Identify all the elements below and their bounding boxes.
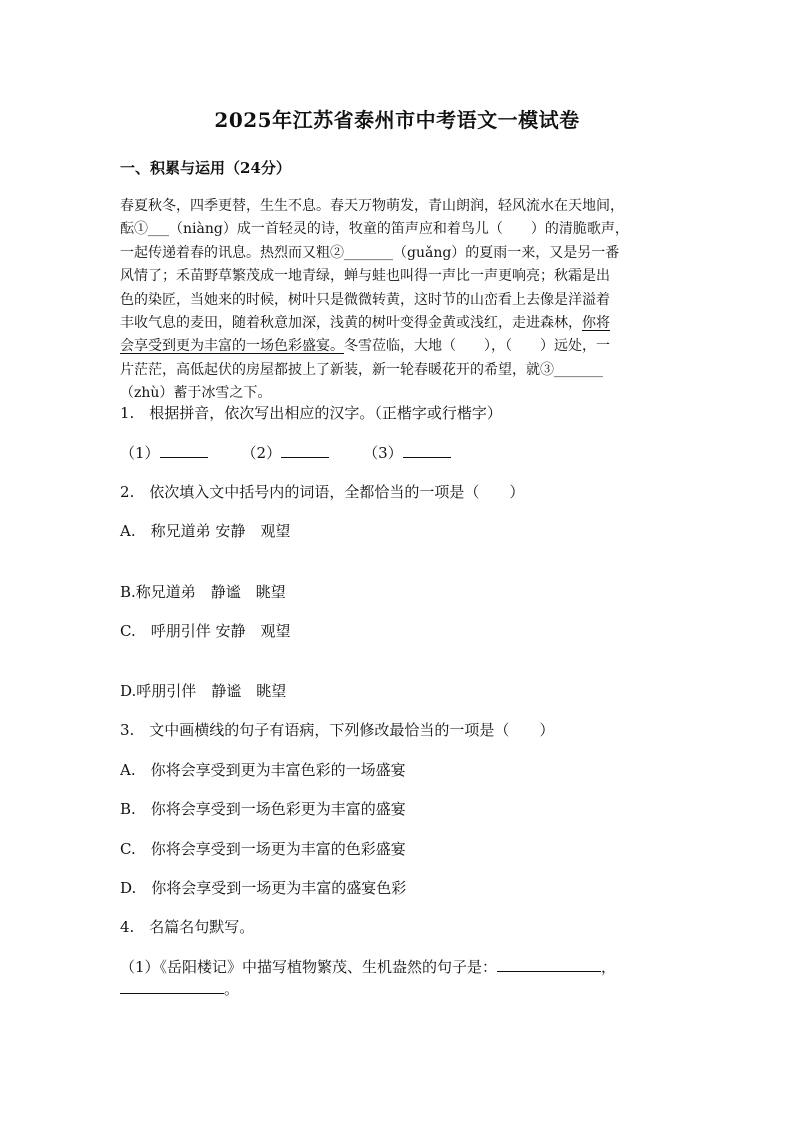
option-d[interactable]: D.呼朋引伴 静谧 眺望 (120, 682, 287, 700)
item-text: （1）《岳阳楼记》中描写植物繁茂、生机盎然的句子是： (120, 958, 498, 976)
question-1-stem: 1. 根据拼音，依次写出相应的汉字。（正楷字或行楷字） (120, 404, 502, 422)
answer-blank[interactable] (160, 443, 208, 458)
blank-label: （3） (363, 444, 403, 462)
answer-blank[interactable] (120, 979, 224, 994)
option-b[interactable]: B. 你将会享受到一场色彩更为丰富的盛宴 (120, 800, 406, 818)
passage-line (120, 312, 676, 335)
option-c[interactable]: C. 你将会享受到一场更为丰富的色彩盛宴 (120, 840, 406, 858)
passage-line (120, 335, 676, 358)
question-4-item-1 (120, 956, 616, 977)
option-a[interactable]: A. 称兄道弟 安静 观望 (120, 522, 291, 540)
answer-blank[interactable] (281, 443, 329, 458)
passage-line: 色的染匠，当她来的时候，树叶只是微微转黄，这时节的山峦看上去像是洋溢着 (120, 291, 610, 308)
passage-text: 丰收气息的麦田，随着秋意加深，浅黄的树叶变得金黄或浅红，走进森林， (120, 314, 582, 331)
question-4-stem: 4. 名篇名句默写。 (120, 918, 255, 936)
question-3-stem: 3. 文中画横线的句子有语病，下列修改最恰当的一项是（ ） (120, 721, 555, 739)
passage-text: 冬雪莅临，大地（ ），（ ）远处，一 (344, 338, 610, 355)
question-4-item-1-cont (120, 978, 239, 999)
question-2-stem: 2. 依次填入文中括号内的词语，全都恰当的一项是（ ） (120, 483, 525, 501)
passage-line: 风情了；禾苗野草繁茂成一地青绿，蝉与蛙也叫得一声比一声更响亮；秋霜是出 (120, 268, 610, 285)
passage-line: 一起传递着春的讯息。热烈而又粗②_______（guǎng）的夏雨一来，又是另一番 (120, 244, 620, 261)
reading-passage (120, 195, 676, 406)
passage-line: （zhù）蓄于冰雪之下。 (120, 385, 272, 402)
question-1-blanks (120, 442, 451, 463)
answer-blank[interactable] (403, 443, 451, 458)
punctuation: ， (601, 958, 617, 976)
section-heading: 一、积累与运用（24分） (120, 159, 291, 177)
punctuation: 。 (224, 980, 240, 998)
passage-line: 酝①___（niàng）成一首轻灵的诗，牧童的笛声应和着鸟儿（ ）的清脆歌声， (120, 221, 629, 238)
blank-label: （2） (241, 444, 282, 462)
option-c[interactable]: C. 呼朋引伴 安静 观望 (120, 622, 291, 640)
passage-line: 春夏秋冬，四季更替，生生不息。春天万物萌发，青山朗润，轻风流水在天地间， (120, 198, 624, 214)
option-d[interactable]: D. 你将会享受到一场更为丰富的盛宴色彩 (120, 879, 407, 897)
page-title: 2025年江苏省泰州市中考语文一模试卷 (214, 108, 580, 132)
blank-label: （1） (120, 444, 160, 462)
option-b[interactable]: B.称兄道弟 静谧 眺望 (120, 583, 286, 601)
answer-blank[interactable] (497, 957, 601, 972)
underlined-sentence: 你将 (582, 314, 610, 331)
passage-line: 片茫茫，高低起伏的房屋都披上了新装，新一轮春暖花开的希望，就③_______ (120, 361, 603, 378)
underlined-sentence: 会享受到更为丰富的一场色彩盛宴。 (120, 338, 344, 355)
option-a[interactable]: A. 你将会享受到更为丰富色彩的一场盛宴 (120, 761, 406, 779)
